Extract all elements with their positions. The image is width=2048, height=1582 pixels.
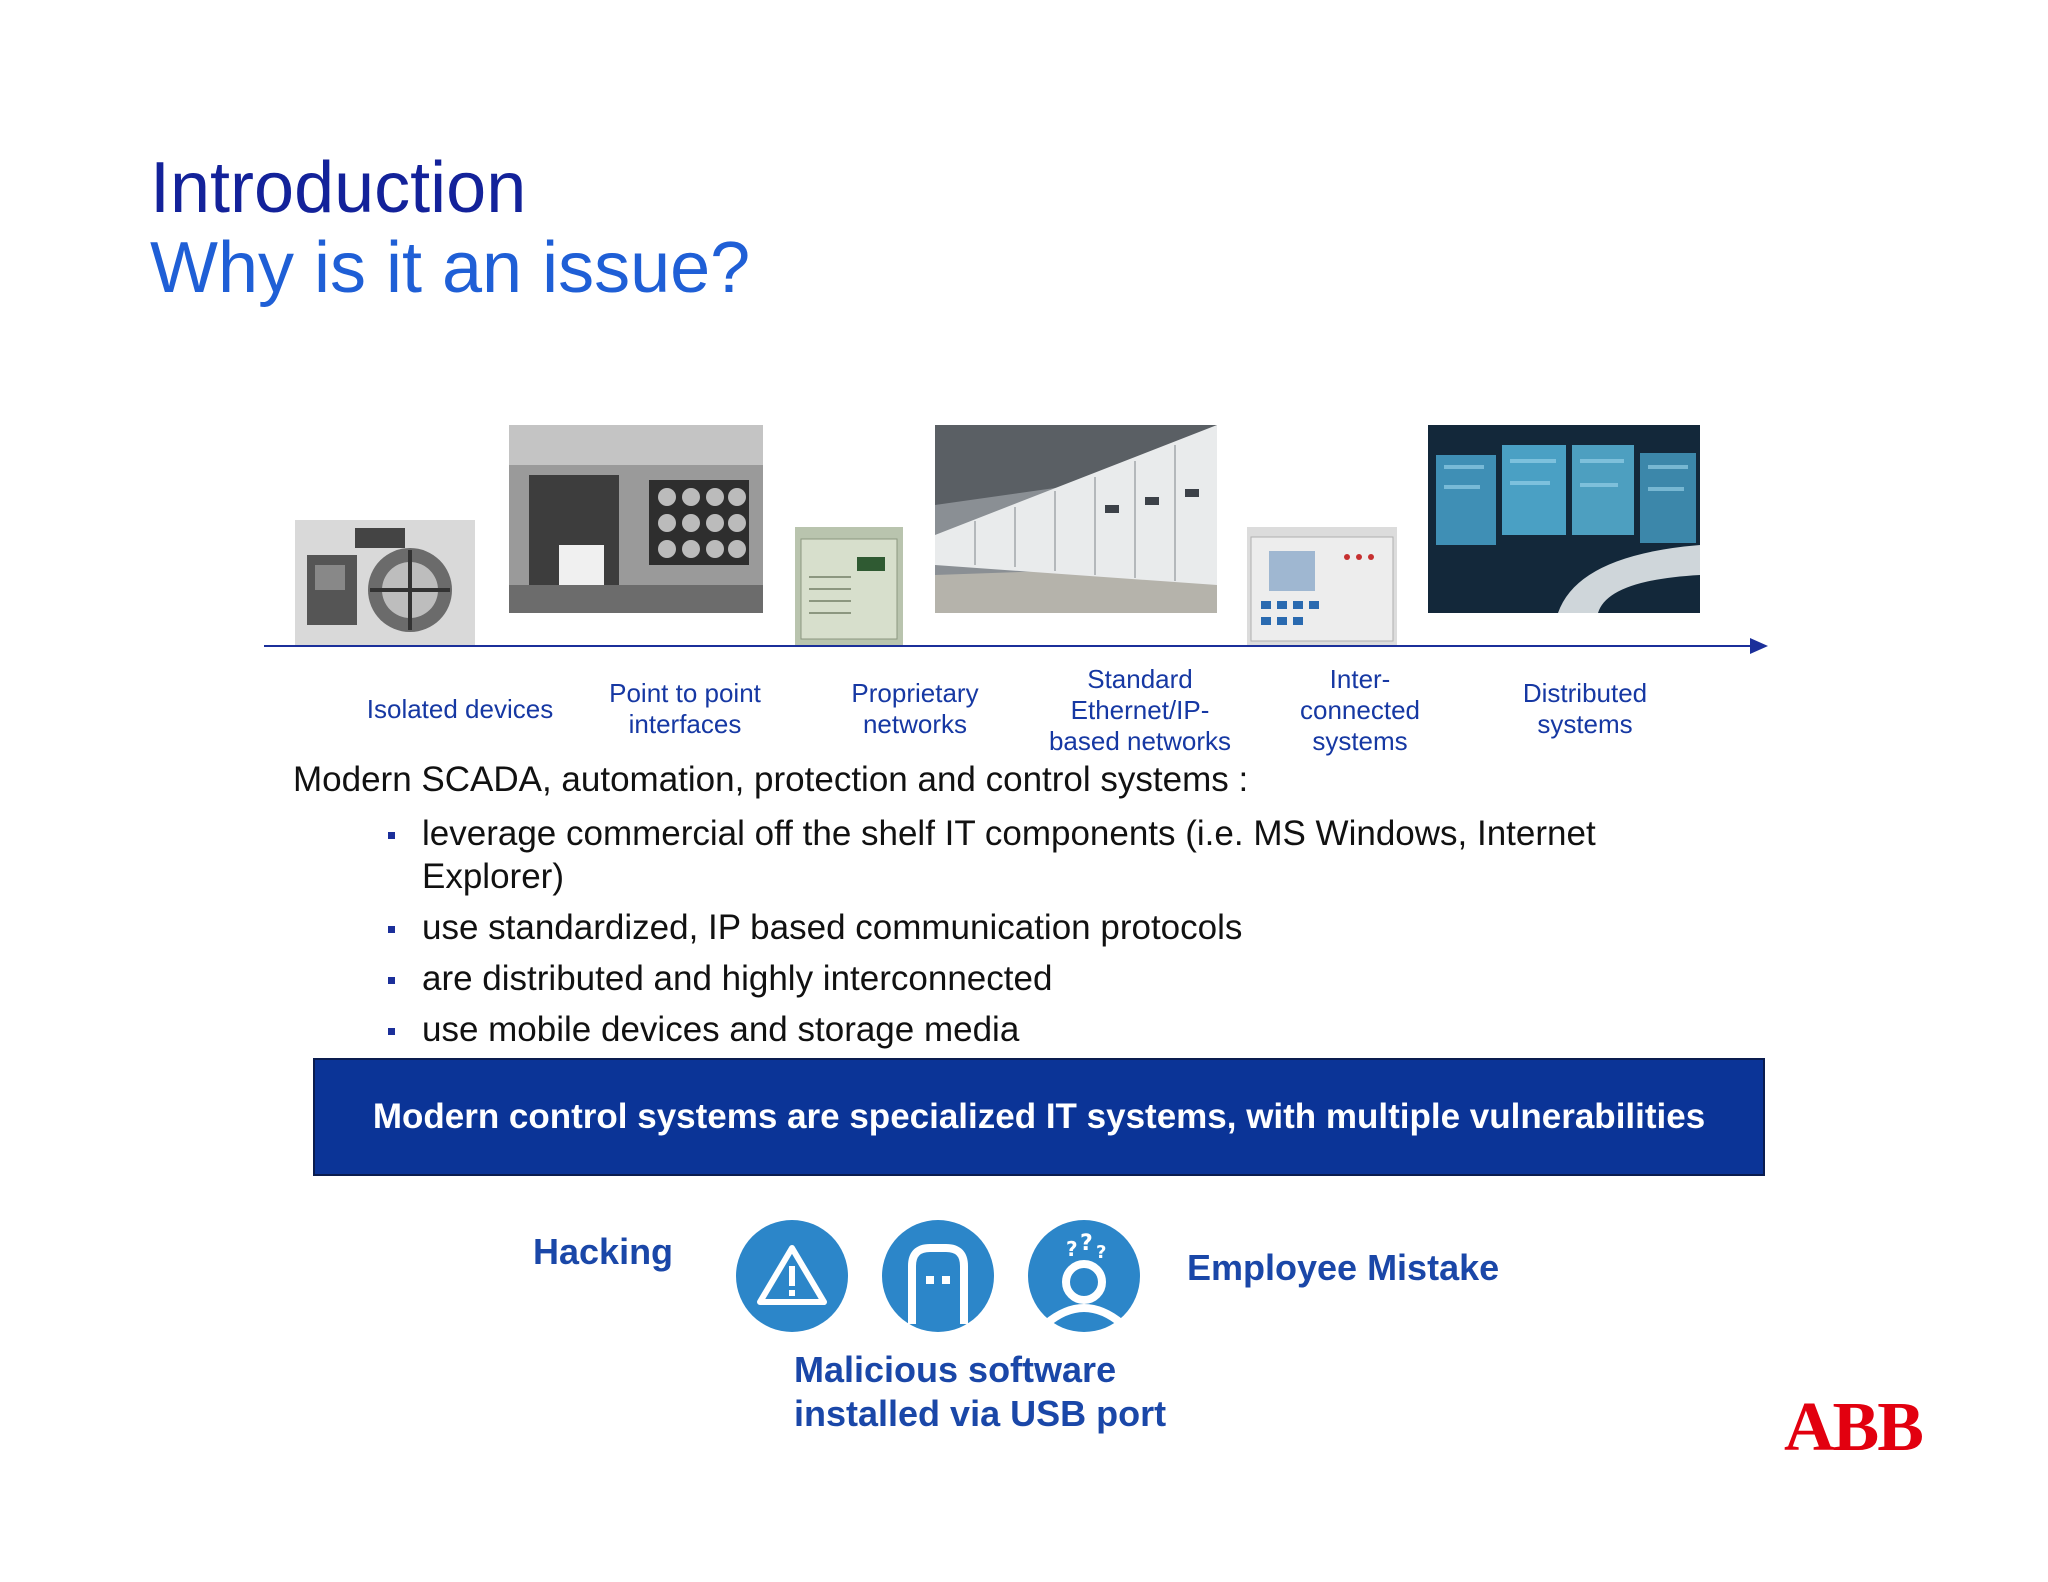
bullet-item — [380, 812, 1700, 898]
vulnerability-banner — [313, 1058, 1765, 1176]
usb-icon — [882, 1220, 994, 1332]
bullet-text: leverage commercial off the shelf IT components (i.e. MS Windows, Internet Explorer) — [422, 814, 1596, 896]
bullet-square-icon — [388, 977, 395, 984]
banner-text: Modern control systems are specialized IT systems, with multiple vulnerabilities — [372, 1097, 1706, 1136]
stage-label-isolated: Isolated devices — [366, 694, 554, 724]
stage-label-point-to-point: Point to point interfaces — [609, 678, 761, 739]
svg-text:?: ? — [1066, 1237, 1078, 1261]
bullet-text: use standardized, IP based communication protocols — [422, 908, 1243, 947]
svg-text:?: ? — [1096, 1242, 1107, 1263]
stage-label-proprietary: Proprietary networks — [851, 678, 979, 739]
isolated-device-photo — [295, 520, 475, 645]
intro-text: Modern SCADA, automation, protection and control systems : — [293, 760, 1249, 799]
svg-text:?: ? — [1080, 1231, 1093, 1256]
warning-icon — [736, 1220, 848, 1332]
bullet-item — [380, 906, 1700, 949]
proprietary-network-relay-photo — [795, 527, 903, 645]
stage-label-ethernet: Standard Ethernet/IP- based networks — [1048, 664, 1232, 756]
point-to-point-photo — [509, 425, 763, 613]
slide-title: Introduction — [150, 148, 527, 228]
threat-malware-label: Malicious software installed via USB port — [794, 1349, 1167, 1434]
bullet-text: are distributed and highly interconnected — [422, 959, 1053, 998]
timeline-arrowhead — [1750, 638, 1768, 654]
bullet-item — [380, 957, 1700, 1000]
timeline-axis — [264, 645, 1764, 647]
abb-logo: ABB — [1784, 1389, 1922, 1466]
ied-device-photo — [1247, 527, 1397, 645]
bullet-square-icon — [388, 1028, 395, 1035]
stage-label-distributed: Distributed systems — [1522, 678, 1648, 739]
bullet-text: use mobile devices and storage media — [422, 1010, 1020, 1049]
control-room-photo — [1428, 425, 1700, 613]
bullet-square-icon — [388, 926, 395, 933]
bullet-item — [380, 1008, 1700, 1051]
threat-hacking-label: Hacking — [533, 1231, 674, 1272]
stage-label-interconnected: Inter- connected systems — [1300, 664, 1420, 756]
slide-subtitle: Why is it an issue? — [150, 228, 751, 308]
bullet-square-icon — [388, 832, 395, 839]
bullet-list — [380, 812, 1700, 1059]
confused-person-icon — [1028, 1220, 1140, 1332]
threat-employee-label: Employee Mistake — [1187, 1247, 1500, 1288]
switchgear-room-photo — [935, 425, 1217, 613]
